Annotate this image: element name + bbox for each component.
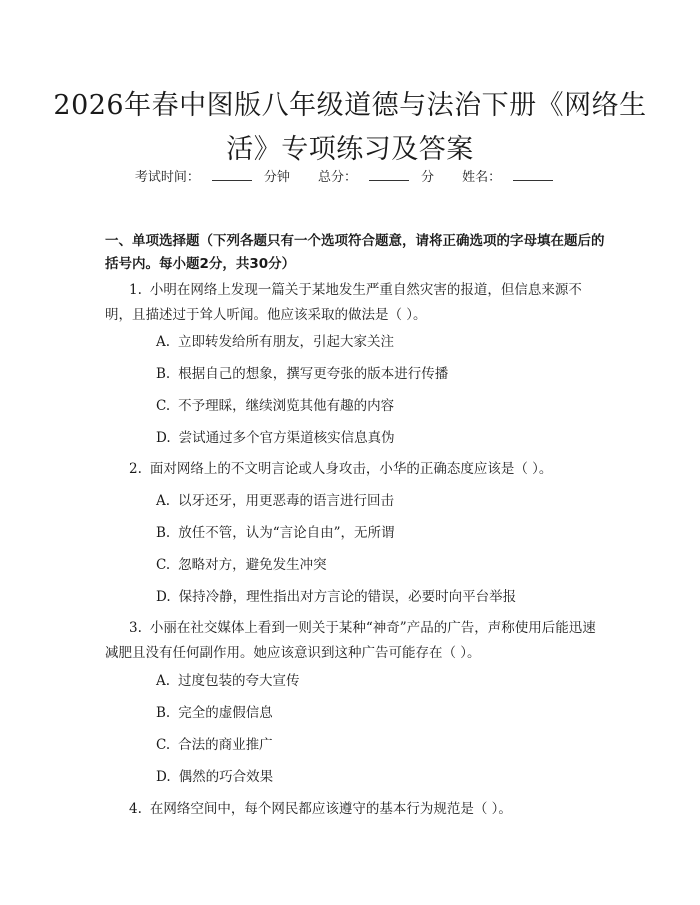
option-letter: D. — [156, 430, 171, 446]
option-letter: A. — [156, 493, 171, 509]
option-text: 根据自己的想象，撰写更夸张的版本进行传播 — [178, 366, 449, 382]
option-3a — [156, 670, 596, 692]
question-text: 在网络空间中，每个网民都应该遵守的基本行为规范是（ ）。 — [149, 801, 512, 817]
option-2a — [156, 490, 596, 512]
option-letter: D. — [156, 769, 171, 785]
option-letter: C. — [156, 398, 171, 414]
time-unit: 分钟 — [263, 170, 290, 185]
option-text: 过度包装的夸大宣传 — [178, 673, 300, 689]
name-blank — [513, 168, 553, 181]
option-letter: C. — [156, 737, 171, 753]
question-number: 2. — [129, 461, 142, 477]
question-number: 3. — [129, 620, 142, 636]
option-1b — [156, 363, 596, 385]
option-text: 不予理睬，继续浏览其他有趣的内容 — [178, 398, 395, 414]
option-2b — [156, 522, 596, 544]
option-3b — [156, 702, 596, 724]
option-3c — [156, 734, 596, 756]
option-2d — [156, 586, 596, 608]
time-blank — [212, 168, 252, 181]
option-letter: B. — [156, 525, 171, 541]
option-text: 立即转发给所有朋友，引起大家关注 — [178, 334, 395, 350]
question-number: 1. — [129, 282, 142, 298]
exam-time — [135, 170, 290, 185]
option-letter: D. — [156, 589, 171, 605]
section-heading: 一、单项选择题（下列各题只有一个选项符合题意，请将正确选项的字母填在题后的括号内。每小题2分，共30分） — [105, 233, 605, 272]
question-4 — [105, 797, 605, 822]
option-letter: B. — [156, 705, 171, 721]
question-number: 4. — [129, 801, 142, 817]
option-letter: A. — [156, 334, 171, 350]
option-letter: C. — [156, 557, 171, 573]
option-text: 放任不管，认为“言论自由”，无所谓 — [178, 525, 395, 541]
question-text: 小明在网络上发现一篇关于某地发生严重自然灾害的报道，但信息来源不明，且描述过于耸人听闻。他应该采取的做法是（ ）。 — [105, 282, 582, 323]
name-label: 姓名： — [462, 170, 502, 185]
question-3 — [105, 616, 605, 666]
option-3d — [156, 766, 596, 788]
exam-score — [318, 170, 434, 185]
option-text: 保持冷静，理性指出对方言论的错误，必要时向平台举报 — [178, 589, 517, 605]
option-text: 合法的商业推广 — [178, 737, 273, 753]
option-text: 忽略对方，避免发生冲突 — [178, 557, 327, 573]
score-label: 总分： — [317, 170, 357, 185]
option-text: 以牙还牙，用更恶毒的语言进行回击 — [178, 493, 395, 509]
score-unit: 分 — [421, 170, 435, 185]
document-title: 2026年春中图版八年级道德与法治下册《网络生活》专项练习及答案 — [53, 90, 647, 165]
time-label: 考试时间： — [134, 170, 200, 185]
score-blank — [369, 168, 409, 181]
question-text: 小丽在社交媒体上看到一则关于某种“神奇”产品的广告，声称使用后能迅速减肥且没有任何副作用。她应该意识到这种广告可能存在（ ）。 — [105, 620, 596, 661]
exam-info — [0, 168, 700, 188]
option-text: 偶然的巧合效果 — [178, 769, 274, 785]
option-text: 完全的虚假信息 — [178, 705, 273, 721]
question-text: 面对网络上的不文明言论或人身攻击，小华的正确态度应该是（ ）。 — [149, 461, 553, 477]
question-1 — [105, 278, 605, 328]
option-letter: B. — [156, 366, 171, 382]
option-text: 尝试通过多个官方渠道核实信息真伪 — [178, 430, 395, 446]
option-letter: A. — [156, 673, 171, 689]
question-2 — [105, 457, 605, 482]
option-1d — [156, 427, 596, 449]
exam-name — [462, 170, 565, 185]
option-1a — [156, 331, 596, 353]
option-1c — [156, 395, 596, 417]
option-2c — [156, 554, 596, 576]
